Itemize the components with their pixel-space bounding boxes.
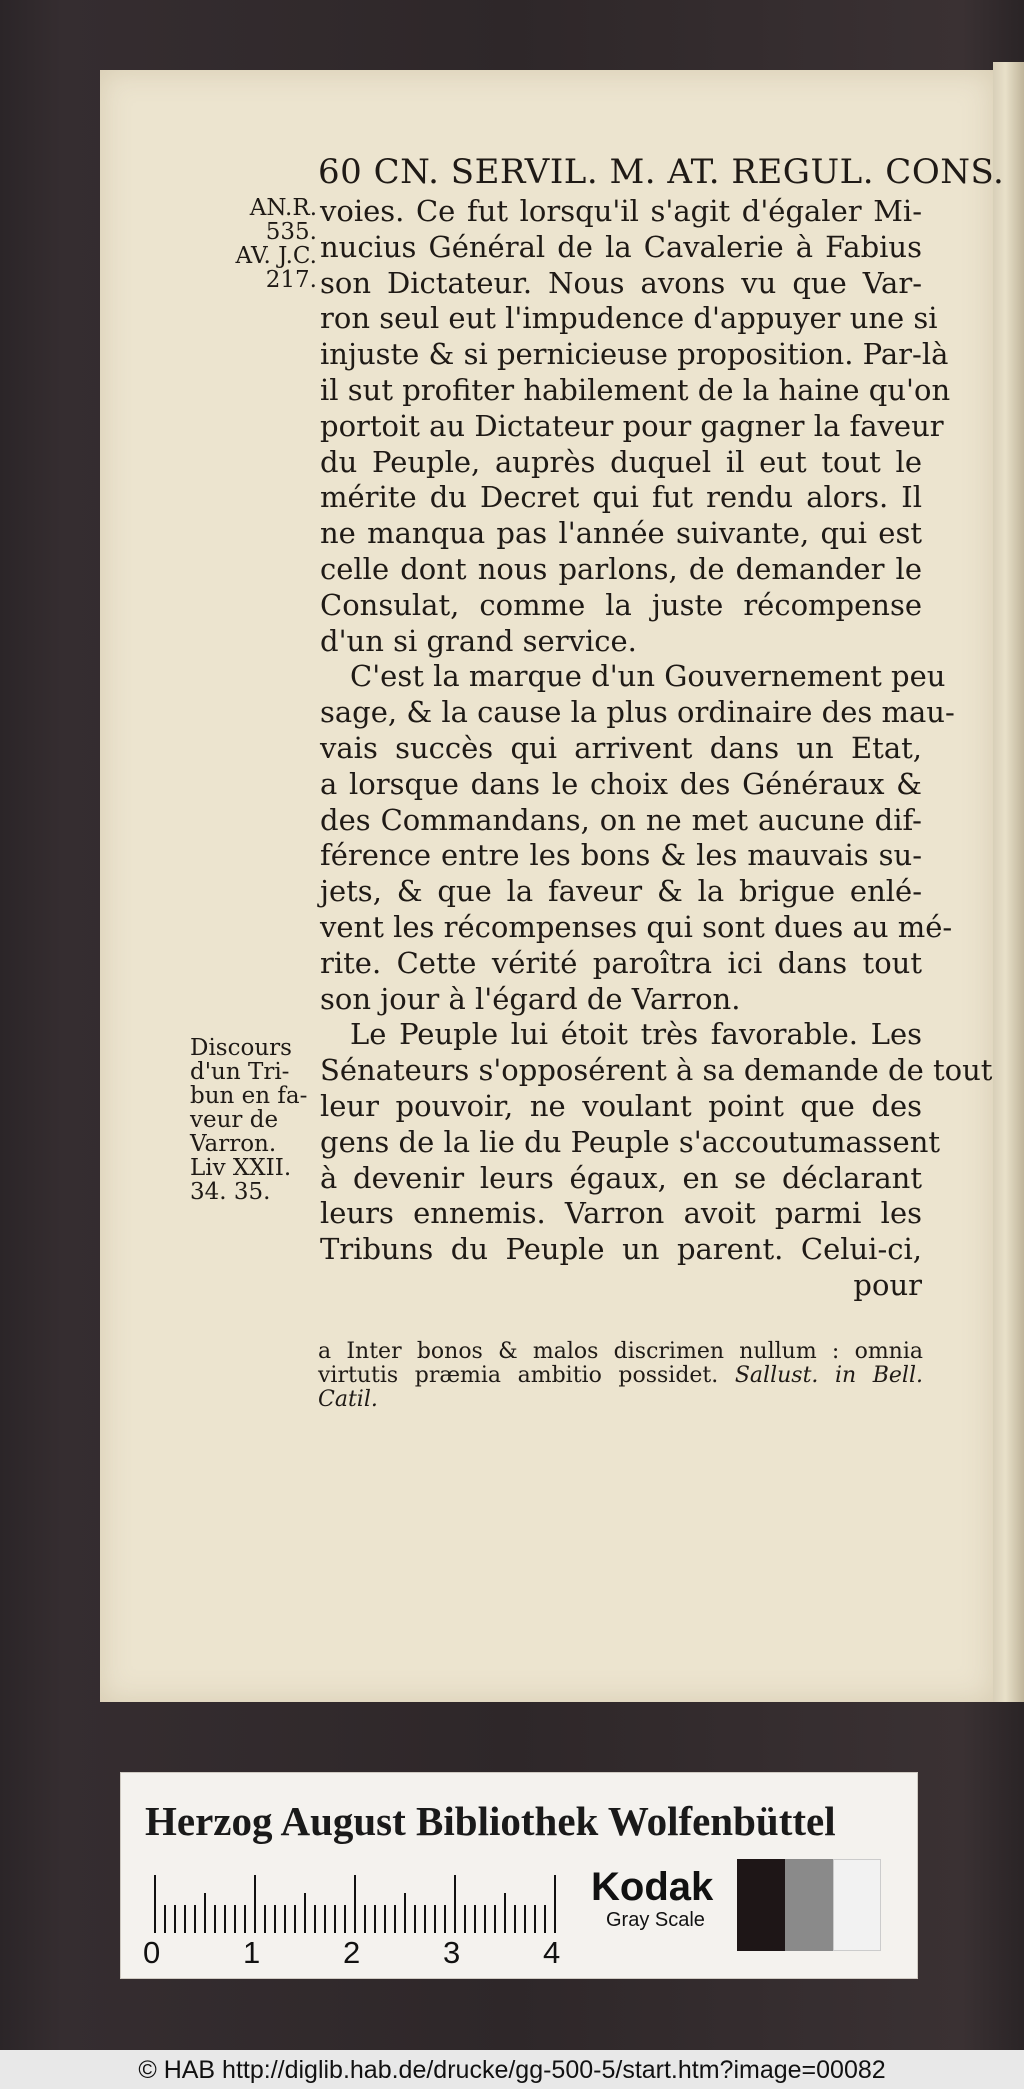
text-line: C'est la marque d'un Gouvernement peu [350,659,946,694]
text-line: voies. Ce fut lorsqu'il s'agit d'égaler Mi- [320,194,922,228]
ruler-label: 3 [443,1935,461,1970]
text-line: vent les récompenses qui sont dues au mé- [320,909,953,944]
text-line: à devenir leurs égaux, en se déclarant [320,1160,922,1195]
margin-note-line: 34. 35. [190,1179,271,1205]
footnote-line: a Inter bonos & malos discrimen nullum : omnia [318,1339,923,1364]
margin-note-line: AN.R. [249,195,317,221]
text-line: son Dictateur. Nous avons vu que Var- [320,265,922,300]
text-line: Tribuns du Peuple un parent. Celui-ci, [320,1232,922,1267]
text-line: sage, & la cause la plus ordinaire des mau- [320,695,955,730]
text-line: rite. Cette vérité paroîtra ici dans tout [320,945,922,980]
margin-note-line: bun en fa- [190,1083,308,1109]
text-line: il sut profiter habilement de la haine qu'on [320,372,951,407]
footnote-source: Sallust. in Bell. [734,1363,923,1388]
ruler-label: 1 [243,1935,261,1970]
text-line: férence entre les bons & les mauvais su- [320,838,922,873]
page-header [318,152,1005,192]
catchword: pour [853,1267,922,1302]
text-line: mérite du Decret qui fut rendu alors. Il [320,480,922,515]
text-line: leur pouvoir, ne voulant point que des [320,1088,922,1123]
gray-swatch-dark [737,1859,785,1951]
margin-note-line: veur de [190,1107,279,1133]
body-text [320,194,993,1304]
text-line: ron seul eut l'impudence d'appuyer une si [320,301,938,336]
text-line: Sénateurs s'opposérent à sa demande de tout [320,1053,993,1088]
ruler-scale [151,1873,581,1933]
running-title: CN. SERVIL. M. AT. REGUL. CONS. [373,152,1005,192]
text-line: portoit au Dictateur pour gagner la faveur [320,408,944,443]
margin-note-line: Varron. [190,1131,277,1157]
margin-note-line: 535. [265,219,317,245]
text-line: injuste & si pernicieuse proposition. Par-là [320,337,949,372]
gray-swatch-mid [785,1859,833,1951]
text-line: a lorsque dans le choix des Généraux & [320,766,922,801]
page-number: 60 [318,152,363,192]
margin-note-date [205,196,317,292]
text-line: celle dont nous parlons, de demander le [320,551,922,586]
grayscale-label: Gray Scale [606,1909,705,1931]
text-line: d'un si grand service. [320,623,637,658]
text-line: Consulat, comme la juste récompense [320,587,922,622]
text-line: du Peuple, auprès duquel il eut tout le [320,444,922,479]
text-line: gens de la lie du Peuple s'accoutumassent [320,1124,941,1159]
library-name: Herzog August Bibliothek Wolfenbüttel [145,1798,836,1844]
ruler-labels [143,1935,703,1970]
margin-note-line: Discours [190,1035,292,1061]
text-line: son jour à l'égard de Varron. [320,981,741,1016]
margin-note-line: d'un Tri- [190,1059,290,1085]
text-line: des Commandans, on ne met aucune dif- [320,802,922,837]
color-target-card [120,1772,918,1979]
text-line: vais succès qui arrivent dans un Etat, [320,730,922,765]
next-page-edge [993,62,1024,1702]
ruler-label: 2 [343,1935,361,1970]
copyright-url: © HAB http://diglib.hab.de/drucke/gg-500-5/start.htm?image=00082 [138,2056,886,2084]
footnote [318,1340,923,1412]
text-line: Le Peuple lui étoit très favorable. Les [350,1017,922,1052]
margin-note-discours [190,1036,318,1204]
text-line: leurs ennemis. Varron avoit parmi les [320,1196,922,1231]
margin-note-line: 217. [265,267,317,293]
footnote-line: virtutis præmia ambitio possidet. [318,1363,719,1388]
margin-note-line: Liv XXII. [190,1155,292,1181]
footnote-source: Catil. [318,1387,378,1412]
text-line: ne manqua pas l'année suivante, qui est [320,516,922,551]
ruler-label: 4 [543,1935,561,1970]
text-line: jets, & que la faveur & la brigue enlé- [320,874,922,909]
text-line: nucius Général de la Cavalerie à Fabius [320,229,922,264]
margin-note-line: AV. J.C. [235,243,317,269]
gray-swatch-light [833,1859,881,1951]
kodak-logo: Kodak [591,1865,714,1909]
ruler-label: 0 [143,1935,161,1970]
